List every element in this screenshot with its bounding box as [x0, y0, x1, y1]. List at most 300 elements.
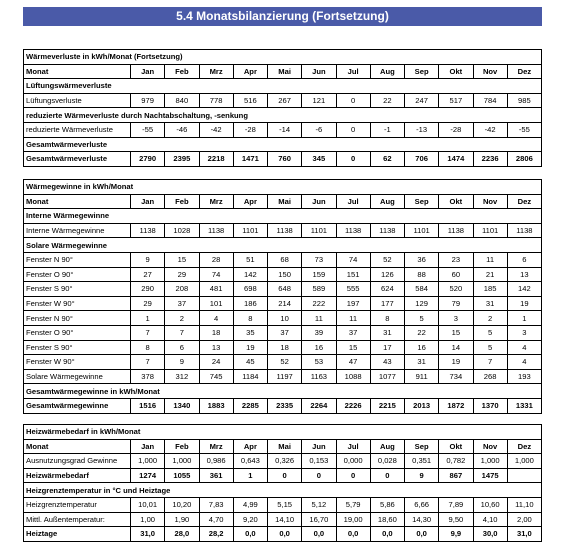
value-cell: 4: [199, 311, 233, 326]
value-cell: 18,60: [370, 512, 404, 527]
value-cell: 47: [336, 355, 370, 370]
value-cell: 1138: [439, 223, 473, 238]
value-cell: 60: [439, 267, 473, 282]
data-row: [24, 122, 542, 137]
value-cell: 11: [473, 252, 507, 267]
value-cell: 1274: [131, 468, 165, 483]
value-cell: 1088: [336, 369, 370, 384]
value-cell: 0,0: [233, 527, 267, 542]
value-cell: 3: [439, 311, 473, 326]
value-cell: 0,0: [302, 527, 336, 542]
value-cell: 1872: [439, 398, 473, 413]
value-cell: 129: [405, 296, 439, 311]
total-row: [24, 398, 542, 413]
month-header-cell: Sep: [405, 194, 439, 209]
value-cell: 2,00: [507, 512, 541, 527]
value-cell: 9: [131, 252, 165, 267]
row-label: Fenster W 90°: [24, 355, 131, 370]
month-header-cell: Apr: [233, 439, 267, 454]
value-cell: 0,351: [405, 454, 439, 469]
value-cell: 1138: [370, 223, 404, 238]
row-label: Fenster O 90°: [24, 267, 131, 282]
data-row: [24, 267, 542, 282]
value-cell: 247: [405, 93, 439, 108]
value-cell: 648: [268, 282, 302, 297]
value-cell: 11: [336, 311, 370, 326]
value-cell: 5: [405, 311, 439, 326]
value-cell: 2: [473, 311, 507, 326]
value-cell: 31: [405, 355, 439, 370]
value-cell: 1: [507, 311, 541, 326]
value-cell: 2806: [507, 152, 541, 167]
value-cell: 290: [131, 282, 165, 297]
value-cell: 6: [165, 340, 199, 355]
value-cell: 1184: [233, 369, 267, 384]
value-cell: 8: [370, 311, 404, 326]
value-cell: 22: [405, 325, 439, 340]
value-cell: 5,86: [370, 497, 404, 512]
value-cell: 5: [473, 325, 507, 340]
month-header-cell: Aug: [370, 194, 404, 209]
value-cell: 5,79: [336, 497, 370, 512]
value-cell: 698: [233, 282, 267, 297]
value-cell: 10: [268, 311, 302, 326]
value-cell: 9,50: [439, 512, 473, 527]
month-header-cell: Aug: [370, 64, 404, 79]
value-cell: 4: [507, 355, 541, 370]
value-cell: 19: [233, 340, 267, 355]
value-cell: 5: [473, 340, 507, 355]
section-heating-demand: [23, 424, 542, 542]
value-cell: -42: [473, 122, 507, 137]
value-cell: 4,99: [233, 497, 267, 512]
value-cell: 7,83: [199, 497, 233, 512]
value-cell: 2218: [199, 152, 233, 167]
value-cell: 378: [131, 369, 165, 384]
value-cell: 4,10: [473, 512, 507, 527]
month-header-cell: Jun: [302, 64, 336, 79]
value-cell: 1,000: [165, 454, 199, 469]
value-cell: 15: [165, 252, 199, 267]
value-cell: 1163: [302, 369, 336, 384]
value-cell: 2335: [268, 398, 302, 413]
value-cell: 15: [439, 325, 473, 340]
month-header-cell: Mai: [268, 439, 302, 454]
data-row: [24, 512, 542, 527]
value-cell: 745: [199, 369, 233, 384]
value-cell: 2013: [405, 398, 439, 413]
value-cell: 840: [165, 93, 199, 108]
value-cell: 4,70: [199, 512, 233, 527]
value-cell: 1138: [199, 223, 233, 238]
value-cell: 1475: [473, 468, 507, 483]
value-cell: -1: [370, 122, 404, 137]
value-cell: 312: [165, 369, 199, 384]
value-cell: -13: [405, 122, 439, 137]
value-cell: 1331: [507, 398, 541, 413]
value-cell: 186: [233, 296, 267, 311]
value-cell: 21: [473, 267, 507, 282]
value-cell: 13: [507, 267, 541, 282]
value-cell: 193: [507, 369, 541, 384]
row-label: Mittl. Außentemperatur:: [24, 512, 131, 527]
month-header-cell: Jun: [302, 194, 336, 209]
data-row: [24, 282, 542, 297]
value-cell: 0,000: [336, 454, 370, 469]
value-cell: 1,000: [473, 454, 507, 469]
value-cell: 706: [405, 152, 439, 167]
row-label: Fenster O 90°: [24, 325, 131, 340]
value-cell: 1138: [268, 223, 302, 238]
value-cell: 51: [233, 252, 267, 267]
row-label: Interne Wärmegewinne: [24, 223, 131, 238]
value-cell: 14: [439, 340, 473, 355]
value-cell: 29: [165, 267, 199, 282]
data-row: [24, 355, 542, 370]
value-cell: 2226: [336, 398, 370, 413]
value-cell: 214: [268, 296, 302, 311]
value-cell: 142: [233, 267, 267, 282]
month-header-cell: Nov: [473, 194, 507, 209]
value-cell: 7: [473, 355, 507, 370]
month-header-cell: Mrz: [199, 194, 233, 209]
value-cell: 1101: [405, 223, 439, 238]
value-cell: 52: [370, 252, 404, 267]
value-cell: 0,782: [439, 454, 473, 469]
month-header-cell: Jun: [302, 439, 336, 454]
subheading: Heizgrenztemperatur in °C und Heiztage: [24, 483, 542, 498]
value-cell: 589: [302, 282, 336, 297]
subheading: Gesamtwärmegewinne in kWh/Monat: [24, 384, 542, 399]
value-cell: 1055: [165, 468, 199, 483]
value-cell: 2215: [370, 398, 404, 413]
value-cell: 22: [370, 93, 404, 108]
section-title-row: [24, 180, 542, 195]
value-cell: 19: [439, 355, 473, 370]
value-cell: 979: [131, 93, 165, 108]
value-cell: 1: [233, 468, 267, 483]
value-cell: 1,90: [165, 512, 199, 527]
subheading-row: [24, 384, 542, 399]
value-cell: 159: [302, 267, 336, 282]
value-cell: 1,000: [507, 454, 541, 469]
row-label: Fenster N 90°: [24, 311, 131, 326]
section-title-row: [24, 50, 542, 65]
value-cell: 2285: [233, 398, 267, 413]
value-cell: 5,15: [268, 497, 302, 512]
month-header-cell: Okt: [439, 439, 473, 454]
value-cell: 73: [302, 252, 336, 267]
month-header-row: [24, 439, 542, 454]
month-header-cell: Nov: [473, 64, 507, 79]
value-cell: 5,12: [302, 497, 336, 512]
value-cell: -55: [507, 122, 541, 137]
data-row: [24, 497, 542, 512]
value-cell: -55: [131, 122, 165, 137]
data-row: [24, 223, 542, 238]
value-cell: 31: [473, 296, 507, 311]
value-cell: 1340: [165, 398, 199, 413]
value-cell: 1138: [336, 223, 370, 238]
value-cell: 867: [439, 468, 473, 483]
value-cell: 1: [131, 311, 165, 326]
value-cell: 361: [199, 468, 233, 483]
value-cell: 18: [199, 325, 233, 340]
month-header-cell: Sep: [405, 439, 439, 454]
value-cell: 208: [165, 282, 199, 297]
value-cell: 29: [131, 296, 165, 311]
month-header-cell: Jul: [336, 439, 370, 454]
value-cell: 0: [336, 122, 370, 137]
value-cell: 9,9: [439, 527, 473, 542]
value-cell: 126: [370, 267, 404, 282]
value-cell: 28: [199, 252, 233, 267]
value-cell: 17: [370, 340, 404, 355]
value-cell: 0: [268, 468, 302, 483]
value-cell: 1,00: [131, 512, 165, 527]
value-cell: 1101: [302, 223, 336, 238]
section-table: [23, 49, 542, 167]
value-cell: 624: [370, 282, 404, 297]
row-label: Fenster N 90°: [24, 252, 131, 267]
subheading-row: [24, 238, 542, 253]
month-header-cell: Mai: [268, 194, 302, 209]
row-label: Heiztage: [24, 527, 131, 542]
month-header-cell: Feb: [165, 194, 199, 209]
value-cell: 185: [473, 282, 507, 297]
subheading-row: [24, 79, 542, 94]
value-cell: 52: [268, 355, 302, 370]
value-cell: 74: [336, 252, 370, 267]
value-cell: 43: [370, 355, 404, 370]
data-row: [24, 311, 542, 326]
section-heat-losses: [23, 49, 542, 167]
section-table: [23, 179, 542, 414]
section-title-row: [24, 425, 542, 440]
value-cell: 197: [336, 296, 370, 311]
value-cell: 345: [302, 152, 336, 167]
value-cell: -14: [268, 122, 302, 137]
data-row: [24, 93, 542, 108]
value-cell: 79: [439, 296, 473, 311]
value-cell: 516: [233, 93, 267, 108]
value-cell: 36: [405, 252, 439, 267]
value-cell: 177: [370, 296, 404, 311]
value-cell: 2236: [473, 152, 507, 167]
month-header-cell: Jan: [131, 64, 165, 79]
value-cell: 31: [370, 325, 404, 340]
data-row: [24, 454, 542, 469]
value-cell: 30,0: [473, 527, 507, 542]
month-column-header: Monat: [24, 64, 131, 79]
row-label: Solare Wärmegewinne: [24, 369, 131, 384]
month-header-cell: Okt: [439, 194, 473, 209]
value-cell: 101: [199, 296, 233, 311]
value-cell: 53: [302, 355, 336, 370]
data-row: [24, 369, 542, 384]
value-cell: 28,0: [165, 527, 199, 542]
value-cell: 0,986: [199, 454, 233, 469]
month-header-cell: Dez: [507, 194, 541, 209]
month-header-cell: Nov: [473, 439, 507, 454]
row-label: Fenster S 90°: [24, 282, 131, 297]
data-row: [24, 325, 542, 340]
month-header-cell: Jul: [336, 64, 370, 79]
value-cell: 911: [405, 369, 439, 384]
value-cell: 37: [165, 296, 199, 311]
value-cell: 8: [131, 340, 165, 355]
value-cell: 784: [473, 93, 507, 108]
month-header-row: [24, 64, 542, 79]
total-row: [24, 152, 542, 167]
value-cell: 45: [233, 355, 267, 370]
value-cell: 2: [165, 311, 199, 326]
month-header-cell: Dez: [507, 64, 541, 79]
value-cell: 74: [199, 267, 233, 282]
value-cell: 11: [302, 311, 336, 326]
row-label: Fenster W 90°: [24, 296, 131, 311]
value-cell: 1197: [268, 369, 302, 384]
value-cell: 0: [336, 93, 370, 108]
value-cell: 10,20: [165, 497, 199, 512]
row-label: reduzierte Wärmeverluste: [24, 122, 131, 137]
month-header-cell: Dez: [507, 439, 541, 454]
section-title: Heizwärmebedarf in kWh/Monat: [24, 425, 542, 440]
value-cell: 62: [370, 152, 404, 167]
value-cell: 7: [131, 355, 165, 370]
value-cell: -46: [165, 122, 199, 137]
subheading: Lüftungswärmeverluste: [24, 79, 542, 94]
month-header-cell: Okt: [439, 64, 473, 79]
data-row: [24, 340, 542, 355]
row-label: Fenster S 90°: [24, 340, 131, 355]
data-row: [24, 296, 542, 311]
value-cell: 142: [507, 282, 541, 297]
value-cell: 222: [302, 296, 336, 311]
value-cell: 1138: [507, 223, 541, 238]
value-cell: 0: [302, 468, 336, 483]
value-cell: 31,0: [507, 527, 541, 542]
value-cell: 13: [199, 340, 233, 355]
month-header-row: [24, 194, 542, 209]
value-cell: 1474: [439, 152, 473, 167]
value-cell: 37: [268, 325, 302, 340]
value-cell: 14,30: [405, 512, 439, 527]
value-cell: 481: [199, 282, 233, 297]
value-cell: 2264: [302, 398, 336, 413]
value-cell: 1,000: [131, 454, 165, 469]
value-cell: 88: [405, 267, 439, 282]
subheading: Interne Wärmegewinne: [24, 209, 542, 224]
value-cell: 7: [131, 325, 165, 340]
month-column-header: Monat: [24, 439, 131, 454]
value-cell: -42: [199, 122, 233, 137]
section-title: Wärmegewinne in kWh/Monat: [24, 180, 542, 195]
value-cell: 19,00: [336, 512, 370, 527]
row-label: Gesamtwärmegewinne: [24, 398, 131, 413]
value-cell: 2395: [165, 152, 199, 167]
value-cell: 0,0: [268, 527, 302, 542]
month-header-cell: Mai: [268, 64, 302, 79]
value-cell: 0: [370, 468, 404, 483]
value-cell: 517: [439, 93, 473, 108]
value-cell: -28: [233, 122, 267, 137]
value-cell: 68: [268, 252, 302, 267]
value-cell: 14,10: [268, 512, 302, 527]
value-cell: 24: [199, 355, 233, 370]
value-cell: 151: [336, 267, 370, 282]
month-header-cell: Feb: [165, 64, 199, 79]
value-cell: 11,10: [507, 497, 541, 512]
subheading: reduzierte Wärmeverluste durch Nachtabschaltung, -senkung: [24, 108, 542, 123]
value-cell: 1471: [233, 152, 267, 167]
subheading: Solare Wärmegewinne: [24, 238, 542, 253]
value-cell: 4: [507, 340, 541, 355]
value-cell: -28: [439, 122, 473, 137]
value-cell: 37: [336, 325, 370, 340]
month-header-cell: Jan: [131, 194, 165, 209]
value-cell: 9,20: [233, 512, 267, 527]
subheading-row: [24, 483, 542, 498]
value-cell: 985: [507, 93, 541, 108]
value-cell: 0,0: [405, 527, 439, 542]
row-label: Heizgrenztemperatur: [24, 497, 131, 512]
value-cell: 3: [507, 325, 541, 340]
subheading-row: [24, 108, 542, 123]
value-cell: 16,70: [302, 512, 336, 527]
value-cell: 0,153: [302, 454, 336, 469]
value-cell: 0: [336, 152, 370, 167]
value-cell: 734: [439, 369, 473, 384]
value-cell: 9: [405, 468, 439, 483]
value-cell: 520: [439, 282, 473, 297]
section-title: Wärmeverluste in kWh/Monat (Fortsetzung): [24, 50, 542, 65]
month-header-cell: Jan: [131, 439, 165, 454]
data-row: [24, 252, 542, 267]
row-label: Lüftungsverluste: [24, 93, 131, 108]
page-title: 5.4 Monatsbilanzierung (Fortsetzung): [23, 7, 542, 26]
value-cell: 31,0: [131, 527, 165, 542]
value-cell: 1077: [370, 369, 404, 384]
value-cell: 16: [405, 340, 439, 355]
row-label: Gesamtwärmeverluste: [24, 152, 131, 167]
value-cell: 19: [507, 296, 541, 311]
value-cell: 15: [336, 340, 370, 355]
value-cell: 35: [233, 325, 267, 340]
value-cell: 584: [405, 282, 439, 297]
value-cell: 0,326: [268, 454, 302, 469]
value-cell: 0,643: [233, 454, 267, 469]
month-column-header: Monat: [24, 194, 131, 209]
value-cell: 121: [302, 93, 336, 108]
subheading-row: [24, 209, 542, 224]
value-cell: 28,2: [199, 527, 233, 542]
value-cell: 0,0: [370, 527, 404, 542]
month-header-cell: Apr: [233, 64, 267, 79]
month-header-cell: Apr: [233, 194, 267, 209]
value-cell: -6: [302, 122, 336, 137]
month-header-cell: Aug: [370, 439, 404, 454]
value-cell: 39: [302, 325, 336, 340]
section-heat-gains: [23, 179, 542, 414]
value-cell: 10,01: [131, 497, 165, 512]
value-cell: 18: [268, 340, 302, 355]
value-cell: 6,66: [405, 497, 439, 512]
value-cell: 16: [302, 340, 336, 355]
value-cell: 1370: [473, 398, 507, 413]
value-cell: 1138: [131, 223, 165, 238]
value-cell: 555: [336, 282, 370, 297]
